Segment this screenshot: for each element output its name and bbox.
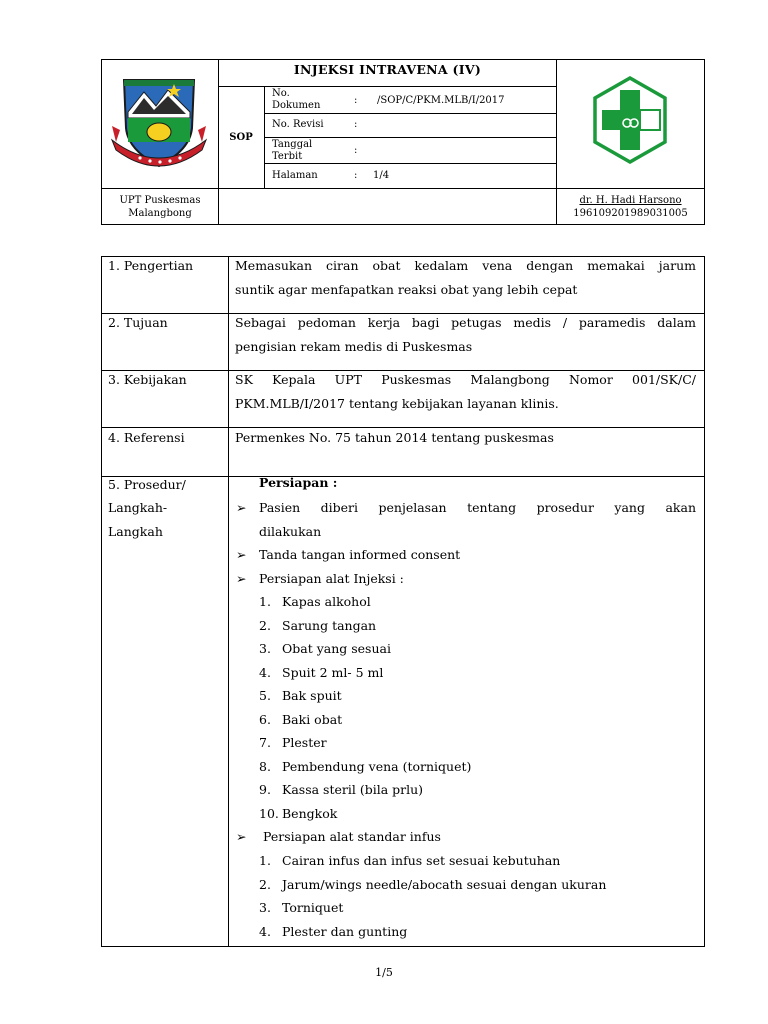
bullet-penjelasan-line2: dilakukan <box>259 524 322 539</box>
prosedur-label-2: Langkah- <box>108 500 168 515</box>
org-name-line1: UPT Puskesmas <box>119 195 201 206</box>
kebijakan-line1: SK Kepala UPT Puskesmas Malangbong Nomor 001/SK/C/ <box>235 372 696 387</box>
bullet-alat-injeksi: Persiapan alat Injeksi : <box>259 571 404 586</box>
list-item-number: 3. <box>259 641 271 656</box>
list-item: Bengkok <box>282 806 338 821</box>
pengertian-line2: suntik agar menfapatkan reaksi obat yang lebih cepat <box>235 282 578 297</box>
tanggal-terbit-colon: : <box>354 145 358 156</box>
persiapan-title: Persiapan : <box>259 475 338 490</box>
arrow-bullet-icon: ➢ <box>236 829 247 844</box>
list-item-number: 8. <box>259 759 271 774</box>
list-item: Cairan infus dan infus set sesuai kebutuhan <box>282 853 561 868</box>
list-item: Plester dan gunting <box>282 924 408 939</box>
arrow-bullet-icon: ➢ <box>236 571 247 586</box>
halaman-colon: : <box>354 170 358 181</box>
kebijakan-label: 3. Kebijakan <box>108 372 187 387</box>
list-item: Spuit 2 ml- 5 ml <box>282 665 384 680</box>
list-item: Kapas alkohol <box>282 594 371 609</box>
list-item-number: 3. <box>259 900 271 915</box>
page-number: 1/5 <box>375 966 393 979</box>
bullet-informed-consent: Tanda tangan informed consent <box>259 547 461 562</box>
list-item: Baki obat <box>282 712 343 727</box>
kebijakan-line2: PKM.MLB/I/2017 tentang kebijakan layanan klinis. <box>235 396 559 411</box>
no-dokumen-label-1: No. <box>272 88 290 99</box>
no-dokumen-colon: : <box>354 95 358 106</box>
pengertian-label: 1. Pengertian <box>108 258 194 273</box>
list-item-number: 7. <box>259 735 271 750</box>
bullet-penjelasan-line1: Pasien diberi penjelasan tentang prosedur yang akan <box>259 500 696 515</box>
signer-name: dr. H. Hadi Harsono <box>579 195 682 206</box>
no-revisi-colon: : <box>354 119 358 130</box>
kabupaten-crest-logo <box>110 70 208 174</box>
list-item-number: 1. <box>259 594 271 609</box>
prosedur-label-1: 5. Prosedur/ <box>108 477 186 492</box>
list-item: Bak spuit <box>282 688 342 703</box>
arrow-bullet-icon: ➢ <box>236 547 247 562</box>
no-dokumen-value: /SOP/C/PKM.MLB/I/2017 <box>377 95 505 106</box>
list-item-number: 2. <box>259 618 271 633</box>
signer-nip: 196109201989031005 <box>573 208 688 219</box>
list-item-number: 1. <box>259 853 271 868</box>
list-item-number: 5. <box>259 688 271 703</box>
list-item: Pembendung vena (torniquet) <box>282 759 472 774</box>
list-item: Obat yang sesuai <box>282 641 391 656</box>
list-item-number: 4. <box>259 665 271 680</box>
list-item: Sarung tangan <box>282 618 377 633</box>
tujuan-label: 2. Tujuan <box>108 315 168 330</box>
referensi-label: 4. Referensi <box>108 430 185 445</box>
no-revisi-label: No. Revisi <box>272 119 324 130</box>
org-name-line2: Malangbong <box>128 208 192 219</box>
list-item-number: 10. <box>259 806 279 821</box>
pengertian-line1: Memasukan ciran obat kedalam vena dengan memakai jarum <box>235 258 696 273</box>
referensi-line1: Permenkes No. 75 tahun 2014 tentang puskesmas <box>235 430 554 445</box>
list-item-number: 6. <box>259 712 271 727</box>
list-item: Torniquet <box>282 900 344 915</box>
list-item: Plester <box>282 735 327 750</box>
prosedur-label-3: Langkah <box>108 524 163 539</box>
tujuan-line2: pengisian rekam medis di Puskesmas <box>235 339 473 354</box>
bullet-alat-infus: Persiapan alat standar infus <box>263 829 441 844</box>
tanggal-terbit-label-1: Tanggal <box>272 139 313 150</box>
list-item: Kassa steril (bila prlu) <box>282 782 424 797</box>
list-item-number: 9. <box>259 782 271 797</box>
list-item-number: 2. <box>259 877 271 892</box>
halaman-value: 1/4 <box>373 170 390 181</box>
document-title: INJEKSI INTRAVENA (IV) <box>293 62 482 77</box>
halaman-label: Halaman <box>272 170 318 181</box>
sop-label: SOP <box>229 132 253 143</box>
puskesmas-logo <box>593 76 667 164</box>
tanggal-terbit-label-2: Terbit <box>272 151 303 162</box>
tujuan-line1: Sebagai pedoman kerja bagi petugas medis / paramedis dalam <box>235 315 696 330</box>
list-item: Jarum/wings needle/abocath sesuai dengan ukuran <box>282 877 607 892</box>
arrow-bullet-icon: ➢ <box>236 500 247 515</box>
no-dokumen-label-2: Dokumen <box>272 100 321 111</box>
list-item-number: 4. <box>259 924 271 939</box>
